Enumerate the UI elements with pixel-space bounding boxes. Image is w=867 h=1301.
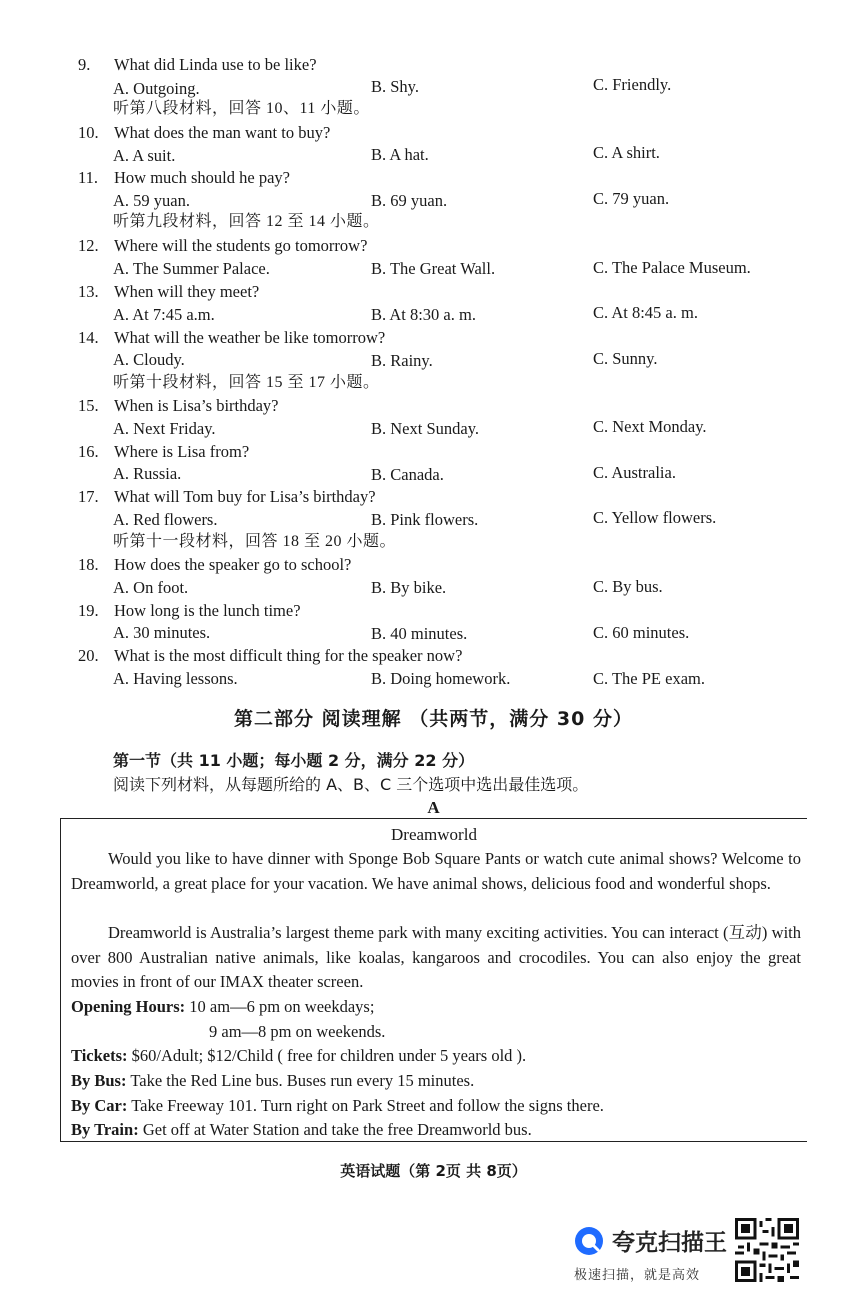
- option-b: B. By bike.: [371, 578, 447, 597]
- option-c: C. Friendly.: [593, 75, 672, 94]
- question-14: 14. What will the weather be like tomorrow?: [78, 328, 386, 347]
- passage-letter: A: [427, 798, 440, 817]
- question-19: 19. How long is the lunch time?: [78, 601, 301, 620]
- tickets-label: Tickets:: [71, 1046, 128, 1065]
- option-c: C. 79 yuan.: [593, 189, 670, 208]
- option-c: C. A shirt.: [593, 143, 660, 162]
- opening-hours-label: Opening Hours:: [71, 997, 186, 1016]
- by-bus: By Bus: Take the Red Line bus. Buses run every 15 minutes.: [71, 1071, 475, 1090]
- brand-name: 夸克扫描王: [612, 1230, 727, 1256]
- page-footer: 英语试题（第 2页 共 8页）: [340, 1162, 527, 1180]
- option-b: B. The Great Wall.: [371, 259, 496, 278]
- tickets: Tickets: $60/Adult; $12/Child ( free for children under 5 years old ).: [71, 1046, 527, 1065]
- question-17: 17. What will Tom buy for Lisa’s birthday?: [78, 487, 376, 506]
- listening-instruction: 听第九段材料，回答 12 至 14 小题。: [113, 213, 380, 230]
- option-b: B. 69 yuan.: [371, 191, 448, 210]
- option-a: A. Outgoing.: [113, 79, 200, 98]
- option-c: C. Sunny.: [593, 349, 658, 368]
- option-a: A. 59 yuan.: [113, 191, 190, 210]
- option-c: C. At 8:45 a. m.: [593, 303, 698, 322]
- option-b: B. Rainy.: [371, 351, 433, 370]
- option-a: A. At 7:45 a.m.: [113, 305, 215, 324]
- question-11: 11. How much should he pay?: [78, 168, 290, 187]
- section-title: 第二部分 阅读理解 （共两节，满分 30 分）: [234, 708, 633, 730]
- subsection-description: 阅读下列材料，从每题所给的 A、B、C 三个选项中选出最佳选项。: [113, 775, 589, 794]
- subsection-title: 第一节（共 11 小题；每小题 2 分，满分 22 分）: [113, 751, 475, 770]
- question-13: 13. When will they meet?: [78, 282, 260, 301]
- listening-instruction: 听第十段材料，回答 15 至 17 小题。: [113, 374, 380, 391]
- question-16: 16. Where is Lisa from?: [78, 442, 250, 461]
- scanner-watermark: [574, 1222, 734, 1282]
- passage-box: [60, 818, 807, 1142]
- quark-logo-icon: [574, 1226, 604, 1256]
- listening-instruction: 听第十一段材料，回答 18 至 20 小题。: [113, 533, 397, 550]
- listening-instruction: 听第八段材料，回答 10、11 小题。: [113, 100, 370, 117]
- option-a: A. Russia.: [113, 464, 182, 483]
- option-b: B. Doing homework.: [371, 669, 511, 688]
- option-c: C. 60 minutes.: [593, 623, 690, 642]
- passage-paragraph: Would you like to have dinner with Sponge Bob Square Pants or watch cute animal shows? Welcome to Dreamworld, a great place for your vacation. We have animal shows, delicious food and wonderful shops.: [71, 849, 801, 893]
- by-bus-label: By Bus:: [71, 1071, 127, 1090]
- passage-title: Dreamworld: [391, 825, 477, 844]
- by-train: By Train: Get off at Water Station and take the free Dreamworld bus.: [71, 1120, 532, 1139]
- question-12: 12. Where will the students go tomorrow?: [78, 236, 368, 255]
- option-a: A. Cloudy.: [113, 350, 185, 369]
- option-c: C. The Palace Museum.: [593, 258, 751, 277]
- option-b: B. A hat.: [371, 145, 429, 164]
- qr-code-icon: [735, 1218, 799, 1282]
- opening-hours: Opening Hours: 10 am—6 pm on weekdays;: [71, 997, 375, 1016]
- option-c: C. By bus.: [593, 577, 663, 596]
- option-b: B. Pink flowers.: [371, 510, 479, 529]
- option-c: C. Next Monday.: [593, 417, 707, 436]
- brand-slogan: 极速扫描，就是高效: [574, 1268, 701, 1283]
- option-b: B. Shy.: [371, 77, 419, 96]
- option-a: A. 30 minutes.: [113, 623, 211, 642]
- opening-hours-weekends: 9 am—8 pm on weekends.: [209, 1022, 386, 1041]
- question-10: 10. What does the man want to buy?: [78, 123, 331, 142]
- option-b: B. 40 minutes.: [371, 624, 468, 643]
- by-train-label: By Train:: [71, 1120, 139, 1139]
- option-a: A. On foot.: [113, 578, 189, 597]
- question-20: 20. What is the most difficult thing for the speaker now?: [78, 646, 463, 665]
- question-18: 18. How does the speaker go to school?: [78, 555, 352, 574]
- by-car: By Car: Take Freeway 101. Turn right on Park Street and follow the signs there.: [71, 1096, 604, 1115]
- question-15: 15. When is Lisa’s birthday?: [78, 396, 279, 415]
- option-a: A. Next Friday.: [113, 419, 216, 438]
- question-9: 9. What did Linda use to be like?: [78, 55, 317, 74]
- passage-paragraph: Dreamworld is Australia’s largest theme park with many exciting activities. You can interact (互动) with over 800 Australian native animals, like koalas, kangaroos and crocodiles. You can also enjoy the great movies in front of our IMAX theater screen.: [71, 923, 801, 992]
- option-b: B. Canada.: [371, 465, 444, 484]
- option-b: B. Next Sunday.: [371, 419, 480, 438]
- by-car-label: By Car:: [71, 1096, 128, 1115]
- option-a: A. Red flowers.: [113, 510, 218, 529]
- option-c: C. The PE exam.: [593, 669, 705, 688]
- option-c: C. Australia.: [593, 463, 676, 482]
- option-c: C. Yellow flowers.: [593, 508, 717, 527]
- option-a: A. The Summer Palace.: [113, 259, 270, 278]
- option-b: B. At 8:30 a. m.: [371, 305, 476, 324]
- option-a: A. A suit.: [113, 146, 176, 165]
- option-a: A. Having lessons.: [113, 669, 238, 688]
